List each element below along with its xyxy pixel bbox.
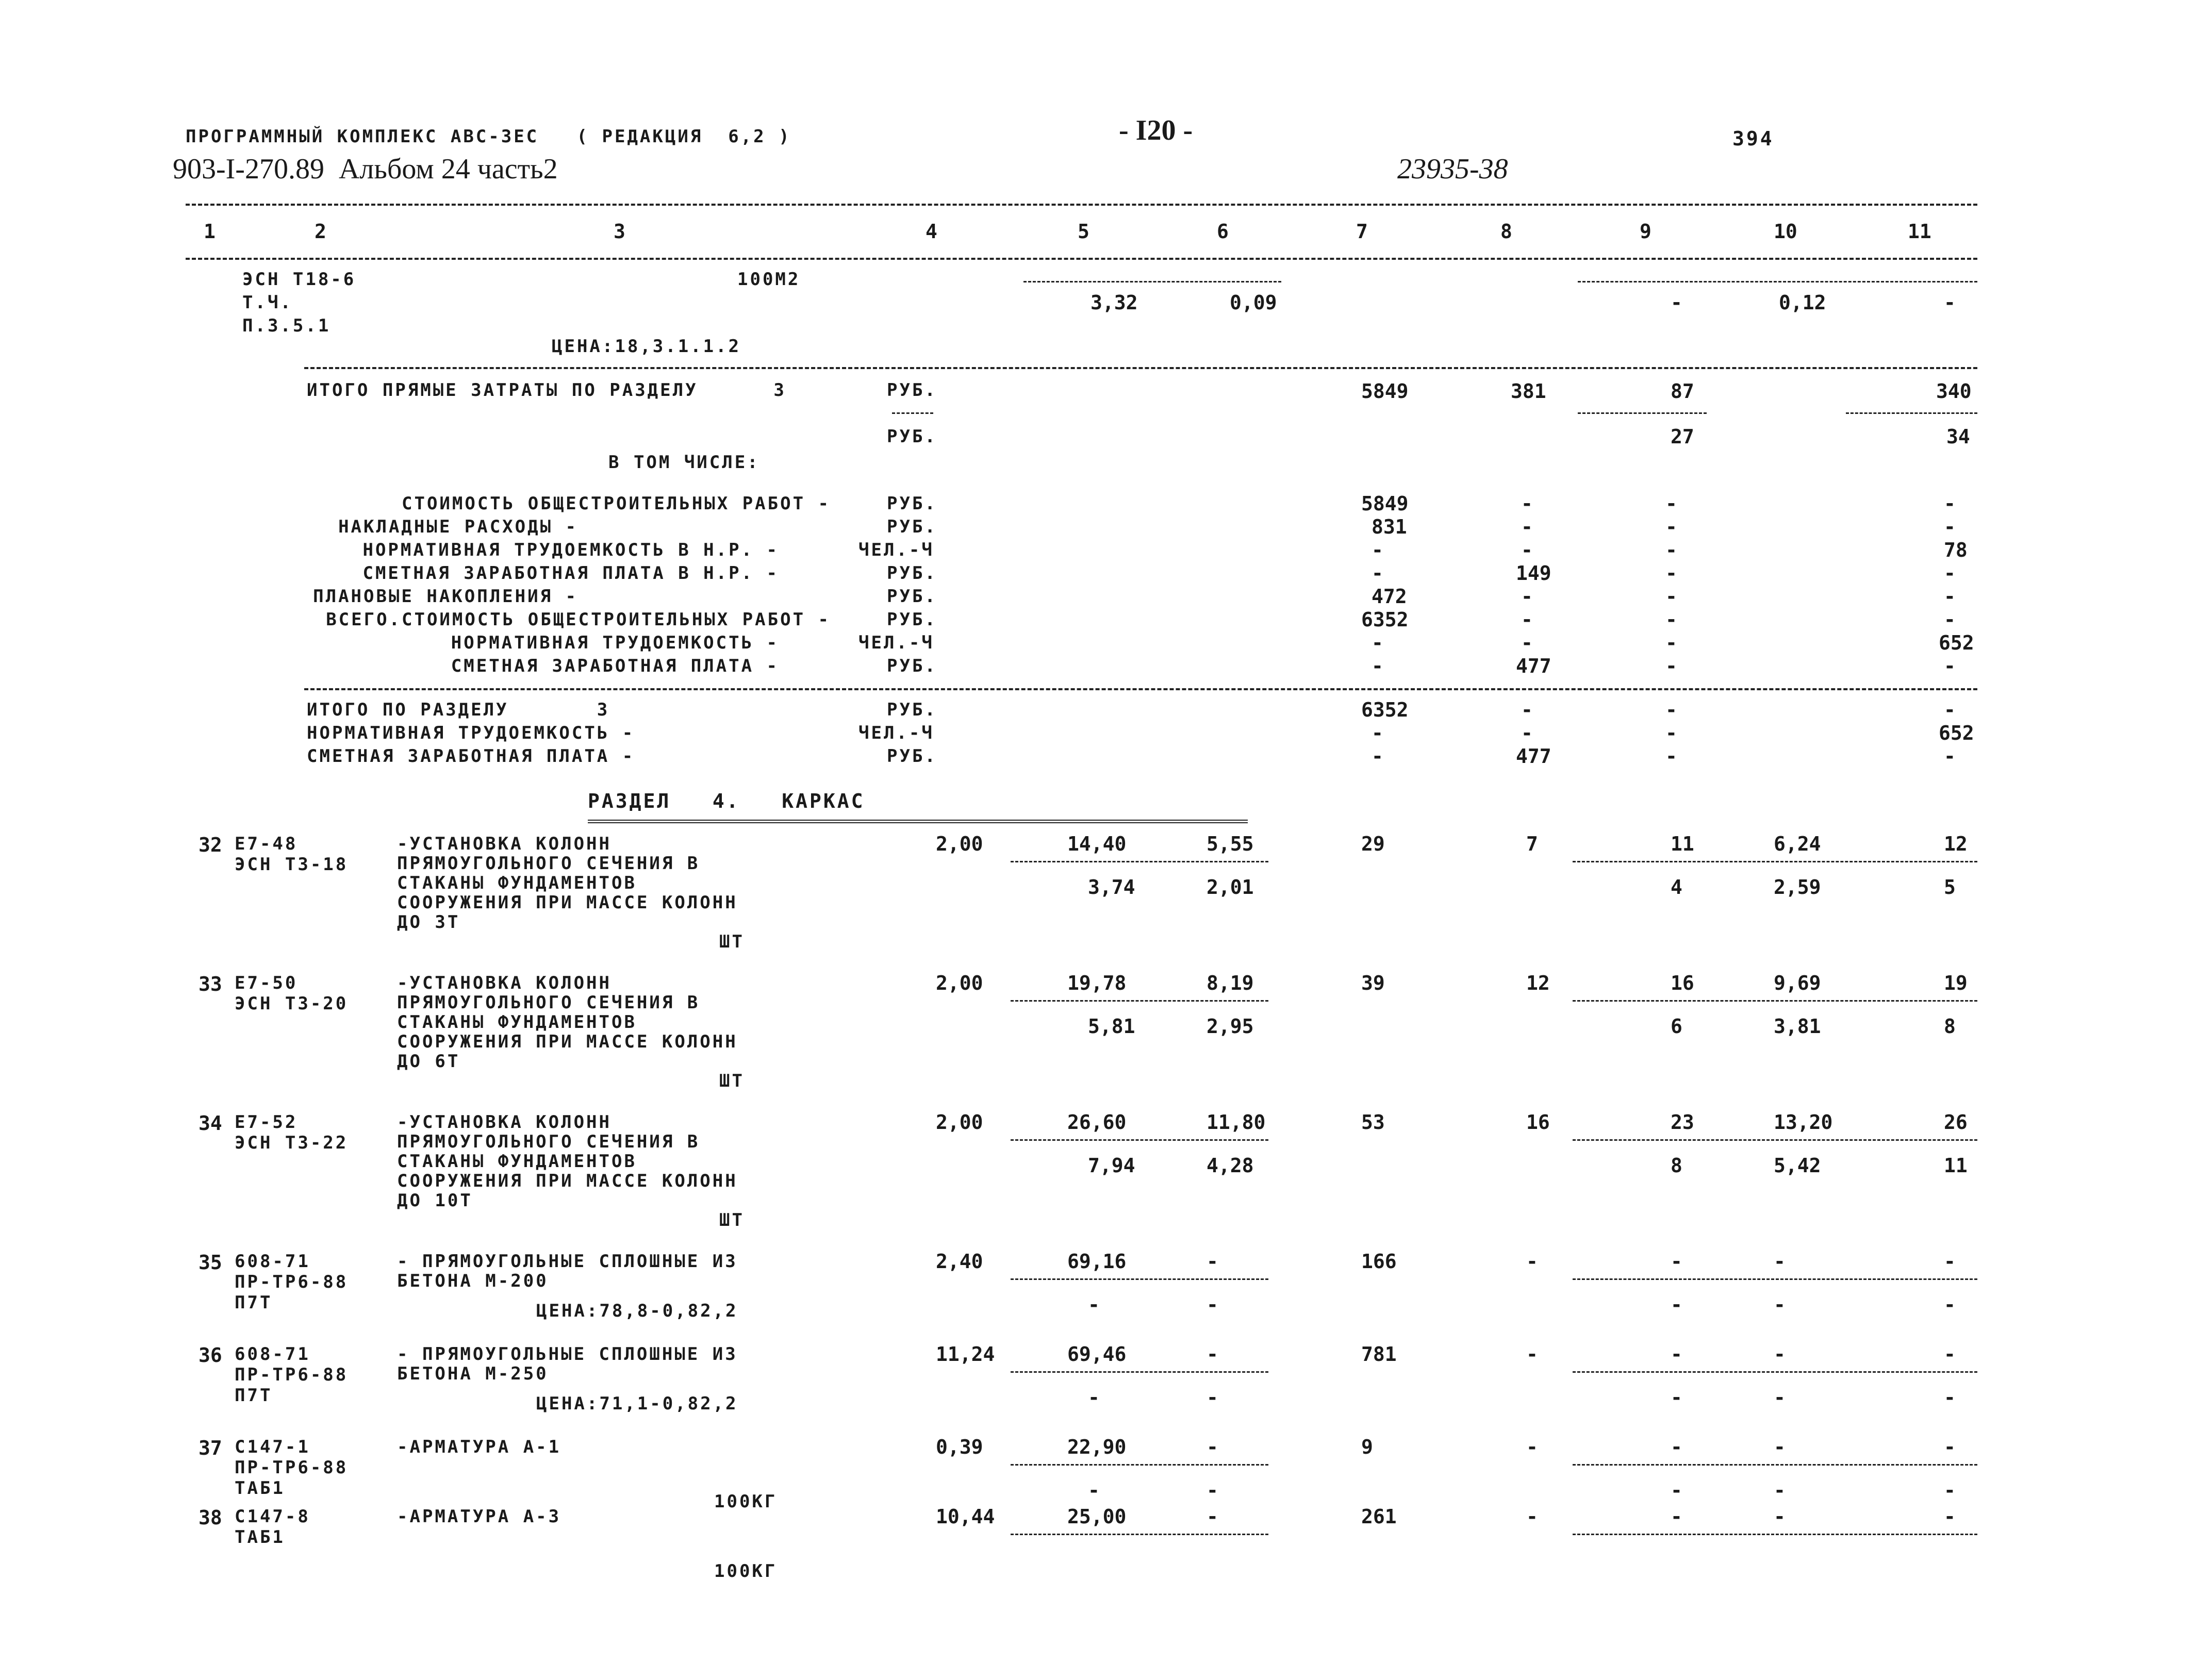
item-code: С147-1 xyxy=(235,1437,310,1457)
value: 2,59 xyxy=(1774,876,1821,899)
item-description: -АРМАТУРА А-3 xyxy=(397,1506,561,1527)
value: - xyxy=(1207,1386,1218,1409)
value: 19 xyxy=(1944,972,1968,994)
column-header: 2 xyxy=(315,220,326,243)
value: 8,19 xyxy=(1207,972,1254,994)
section-total-label: ИТОГО ПО РАЗДЕЛУ 3 xyxy=(307,700,610,720)
breakdown-label: ВСЕГО.СТОИМОСТЬ ОБЩЕСТРОИТЕЛЬНЫХ РАБОТ - xyxy=(326,609,831,630)
document-number: 23935-38 xyxy=(1397,153,1508,185)
value-divider xyxy=(1573,1000,1977,1002)
value: 69,16 xyxy=(1067,1250,1127,1273)
item-unit: ШТ xyxy=(719,1071,745,1091)
value: 2,01 xyxy=(1207,876,1254,899)
value: 8 xyxy=(1671,1154,1682,1177)
value: 22,90 xyxy=(1067,1436,1127,1458)
value: - xyxy=(1665,515,1677,538)
column-header: 9 xyxy=(1640,220,1651,243)
item-description: СООРУЖЕНИЯ ПРИ МАССЕ КОЛОНН xyxy=(397,1171,738,1191)
unit: РУБ. xyxy=(887,426,937,447)
value: - xyxy=(1521,722,1533,744)
item-unit: ШТ xyxy=(719,932,745,952)
breakdown-label: НОРМАТИВНАЯ ТРУДОЕМКОСТЬ В Н.Р. - xyxy=(362,540,779,560)
value: 87 xyxy=(1671,380,1694,403)
value: 19,78 xyxy=(1067,972,1127,994)
item-code: ПР-ТР6-88 xyxy=(235,1365,349,1385)
value: 11,24 xyxy=(936,1343,995,1366)
item-description: -АРМАТУРА А-1 xyxy=(397,1437,561,1457)
value: 25,00 xyxy=(1067,1505,1127,1528)
value: - xyxy=(1944,562,1956,585)
item-description: ДО 10Т xyxy=(397,1190,473,1211)
value: - xyxy=(1944,1293,1956,1316)
item-code: 608-71 xyxy=(235,1251,310,1272)
value: 0,39 xyxy=(936,1436,983,1458)
value: 11,80 xyxy=(1207,1111,1266,1134)
item-description: ДО 3Т xyxy=(397,912,460,933)
section-total-label: СМЕТНАЯ ЗАРАБОТНАЯ ПЛАТА - xyxy=(307,746,635,767)
value: - xyxy=(1944,1343,1956,1366)
unit: РУБ. xyxy=(887,380,937,401)
value: - xyxy=(1526,1436,1538,1458)
value: - xyxy=(1671,1479,1682,1502)
value: 5849 xyxy=(1361,380,1409,403)
value-divider xyxy=(1846,412,1977,414)
value: - xyxy=(1774,1250,1786,1273)
value: - xyxy=(1944,492,1956,515)
value: 14,40 xyxy=(1067,833,1127,855)
breakdown-label: СМЕТНАЯ ЗАРАБОТНАЯ ПЛАТА В Н.Р. - xyxy=(362,563,779,584)
value: 477 xyxy=(1516,655,1551,677)
value-divider xyxy=(1011,861,1268,862)
item-number: 33 xyxy=(199,973,222,995)
value: 78 xyxy=(1944,539,1968,561)
value: 381 xyxy=(1511,380,1546,403)
value: - xyxy=(1207,1343,1218,1366)
item-description: СООРУЖЕНИЯ ПРИ МАССЕ КОЛОНН xyxy=(397,892,738,913)
value: 831 xyxy=(1372,515,1407,538)
item-description: -УСТАНОВКА КОЛОНН xyxy=(397,973,612,993)
value: - xyxy=(1526,1250,1538,1273)
item-description: ПРЯМОУГОЛЬНОГО СЕЧЕНИЯ В xyxy=(397,992,700,1013)
value: 5,81 xyxy=(1088,1015,1135,1038)
value-divider xyxy=(1578,412,1707,414)
value-divider xyxy=(1011,1278,1268,1280)
breakdown-label: СМЕТНАЯ ЗАРАБОТНАЯ ПЛАТА - xyxy=(451,656,779,676)
price-reference: ЦЕНА:71,1-0,82,2 xyxy=(536,1393,738,1414)
value: 34 xyxy=(1946,425,1970,448)
value: 10,44 xyxy=(936,1505,995,1528)
item-number: 35 xyxy=(199,1251,222,1274)
value: - xyxy=(1671,1386,1682,1409)
section-rule xyxy=(304,688,1977,690)
item-code: П7Т xyxy=(235,1385,273,1406)
item-description: -УСТАНОВКА КОЛОНН xyxy=(397,1112,612,1133)
value: - xyxy=(1944,1386,1956,1409)
value: - xyxy=(1665,631,1677,654)
value: - xyxy=(1774,1479,1786,1502)
item-description: - ПРЯМОУГОЛЬНЫЕ СПЛОШНЫЕ ИЗ xyxy=(397,1344,738,1365)
value: - xyxy=(1665,585,1677,608)
value-divider xyxy=(1573,1278,1977,1280)
breakdown-label: НАКЛАДНЫЕ РАСХОДЫ - xyxy=(338,517,578,537)
value: 5,55 xyxy=(1207,833,1254,855)
value: 2,95 xyxy=(1207,1015,1254,1038)
column-header: 7 xyxy=(1356,220,1368,243)
item-code: ЭСН Т3-20 xyxy=(235,993,349,1014)
value: 6352 xyxy=(1361,608,1409,631)
value: 7,94 xyxy=(1088,1154,1135,1177)
value: - xyxy=(1521,515,1533,538)
value: - xyxy=(1774,1386,1786,1409)
value-divider xyxy=(1011,1534,1268,1535)
value: - xyxy=(1088,1386,1100,1409)
value: - xyxy=(1088,1479,1100,1502)
unit: РУБ. xyxy=(887,609,937,630)
column-header: 3 xyxy=(614,220,625,243)
item-description: ДО 6Т xyxy=(397,1051,460,1072)
value: - xyxy=(1774,1293,1786,1316)
value: 26 xyxy=(1944,1111,1968,1134)
value: 340 xyxy=(1936,380,1972,403)
value: - xyxy=(1671,1436,1682,1458)
table-top-rule xyxy=(186,204,1977,206)
price-reference: ЦЕНА:78,8-0,82,2 xyxy=(536,1301,738,1321)
value: 5 xyxy=(1944,876,1956,899)
value: 652 xyxy=(1939,722,1974,744)
item-number: 34 xyxy=(199,1112,222,1135)
section-rule xyxy=(304,367,1977,369)
value: - xyxy=(1671,1505,1682,1528)
value: 23 xyxy=(1671,1111,1694,1134)
value-divider xyxy=(1573,1371,1977,1373)
item-description: СТАКАНЫ ФУНДАМЕНТОВ xyxy=(397,1151,637,1172)
value: - xyxy=(1944,1505,1956,1528)
value: - xyxy=(1207,1436,1218,1458)
value: - xyxy=(1774,1436,1786,1458)
value: 6352 xyxy=(1361,698,1409,721)
value: - xyxy=(1207,1293,1218,1316)
value: - xyxy=(1207,1505,1218,1528)
value-divider xyxy=(892,412,933,414)
section-title-underline xyxy=(588,820,1248,823)
item-code: 608-71 xyxy=(235,1344,310,1365)
column-header: 5 xyxy=(1078,220,1089,243)
item-code: С147-8 xyxy=(235,1506,310,1527)
value: 9 xyxy=(1361,1436,1373,1458)
header-bottom-rule xyxy=(186,258,1977,260)
entry-code: ЭСН Т18-6 xyxy=(242,269,356,290)
value: - xyxy=(1665,492,1677,515)
value: - xyxy=(1665,608,1677,631)
column-header: 1 xyxy=(204,220,216,243)
section-total-label: НОРМАТИВНАЯ ТРУДОЕМКОСТЬ - xyxy=(307,723,635,743)
value: 261 xyxy=(1361,1505,1397,1528)
item-code: ПР-ТР6-88 xyxy=(235,1457,349,1478)
value: - xyxy=(1521,492,1533,515)
breakdown-label: НОРМАТИВНАЯ ТРУДОЕМКОСТЬ - xyxy=(451,633,779,653)
value: - xyxy=(1944,1436,1956,1458)
value: - xyxy=(1774,1343,1786,1366)
value: 6 xyxy=(1671,1015,1682,1038)
value-divider xyxy=(1573,1139,1977,1141)
value: 16 xyxy=(1671,972,1694,994)
value: 2,40 xyxy=(936,1250,983,1273)
value: 12 xyxy=(1944,833,1968,855)
program-header: ПРОГРАММНЫЙ КОМПЛЕКС АВС-ЗЕС ( РЕДАКЦИЯ 6,2 ) xyxy=(186,126,791,147)
value: - xyxy=(1944,608,1956,631)
item-description: - ПРЯМОУГОЛЬНЫЕ СПЛОШНЫЕ ИЗ xyxy=(397,1251,738,1272)
value: 149 xyxy=(1516,562,1551,585)
unit: РУБ. xyxy=(887,517,937,537)
value: - xyxy=(1665,722,1677,744)
unit: РУБ. xyxy=(887,586,937,607)
value: - xyxy=(1372,539,1383,561)
value-divider xyxy=(1011,1371,1268,1373)
value: 2,00 xyxy=(936,833,983,855)
item-number: 36 xyxy=(199,1344,222,1367)
value-divider xyxy=(1023,281,1281,282)
value: - xyxy=(1944,1479,1956,1502)
value-divider xyxy=(1573,1534,1977,1535)
value: 39 xyxy=(1361,972,1385,994)
breakdown-label: СТОИМОСТЬ ОБЩЕСТРОИТЕЛЬНЫХ РАБОТ - xyxy=(402,493,831,514)
value: - xyxy=(1665,655,1677,677)
unit: РУБ. xyxy=(887,493,937,514)
entry-code: П.3.5.1 xyxy=(242,315,331,336)
value: 9,69 xyxy=(1774,972,1821,994)
item-code: ТАБ1 xyxy=(235,1527,285,1548)
value-divider xyxy=(1011,1464,1268,1466)
item-code: ЭСН Т3-22 xyxy=(235,1133,349,1153)
value: 4,28 xyxy=(1207,1154,1254,1177)
column-header: 8 xyxy=(1500,220,1512,243)
value-divider xyxy=(1573,861,1977,862)
value: 53 xyxy=(1361,1111,1385,1134)
column-header: 4 xyxy=(926,220,937,243)
value: - xyxy=(1521,585,1533,608)
value-divider xyxy=(1573,1464,1977,1466)
value: 3,32 xyxy=(1091,291,1138,314)
value: - xyxy=(1671,1293,1682,1316)
price-reference: ЦЕНА:18,3.1.1.2 xyxy=(552,336,741,357)
page-number: - I20 - xyxy=(1119,114,1193,146)
item-code: Е7-48 xyxy=(235,834,298,854)
value: 27 xyxy=(1671,425,1694,448)
value: - xyxy=(1207,1250,1218,1273)
value: 472 xyxy=(1372,585,1407,608)
value: - xyxy=(1774,1505,1786,1528)
value: - xyxy=(1207,1479,1218,1502)
unit: РУБ. xyxy=(887,563,937,584)
unit: РУБ. xyxy=(887,700,937,720)
value: - xyxy=(1526,1505,1538,1528)
value: - xyxy=(1372,631,1383,654)
value: - xyxy=(1521,539,1533,561)
item-number: 32 xyxy=(199,834,222,856)
value: 477 xyxy=(1516,745,1551,768)
value: 13,20 xyxy=(1774,1111,1833,1134)
item-unit: 100КГ xyxy=(714,1491,778,1512)
value: - xyxy=(1521,608,1533,631)
item-unit: ШТ xyxy=(719,1210,745,1230)
section-total-label: ИТОГО ПРЯМЫЕ ЗАТРАТЫ ПО РАЗДЕЛУ 3 xyxy=(307,380,786,401)
item-number: 37 xyxy=(199,1437,222,1459)
value: - xyxy=(1671,1250,1682,1273)
breakdown-label: ПЛАНОВЫЕ НАКОПЛЕНИЯ - xyxy=(313,586,578,607)
value: - xyxy=(1944,1250,1956,1273)
value: - xyxy=(1665,539,1677,561)
item-description: БЕТОНА М-200 xyxy=(397,1271,549,1291)
item-description: СТАКАНЫ ФУНДАМЕНТОВ xyxy=(397,1012,637,1033)
value: 16 xyxy=(1526,1111,1550,1134)
value: 29 xyxy=(1361,833,1385,855)
sheet-number: 394 xyxy=(1732,127,1774,150)
including-caption: В ТОМ ЧИСЛЕ: xyxy=(608,452,760,473)
unit: РУБ. xyxy=(887,656,937,676)
value: 0,09 xyxy=(1230,291,1277,314)
value: 12 xyxy=(1526,972,1550,994)
item-code: П7Т xyxy=(235,1292,273,1313)
unit: ЧЕЛ.-Ч xyxy=(858,540,934,560)
value: 3,74 xyxy=(1088,876,1135,899)
value: 11 xyxy=(1671,833,1694,855)
column-header: 10 xyxy=(1774,220,1797,243)
value: 3,81 xyxy=(1774,1015,1821,1038)
value: 2,00 xyxy=(936,972,983,994)
value: 5,42 xyxy=(1774,1154,1821,1177)
project-number: 903-I-270.89 Альбом 24 часть2 xyxy=(173,153,558,185)
value: 652 xyxy=(1939,631,1974,654)
value: 7 xyxy=(1526,833,1538,855)
value: 26,60 xyxy=(1067,1111,1127,1134)
item-description: СООРУЖЕНИЯ ПРИ МАССЕ КОЛОНН xyxy=(397,1032,738,1052)
value: - xyxy=(1372,655,1383,677)
value: - xyxy=(1671,291,1682,314)
item-code: ЭСН Т3-18 xyxy=(235,854,349,875)
value: - xyxy=(1944,655,1956,677)
value: 11 xyxy=(1944,1154,1968,1177)
value: - xyxy=(1944,585,1956,608)
section-title: РАЗДЕЛ 4. КАРКАС xyxy=(588,790,865,812)
value: - xyxy=(1526,1343,1538,1366)
item-description: ПРЯМОУГОЛЬНОГО СЕЧЕНИЯ В xyxy=(397,1132,700,1152)
item-number: 38 xyxy=(199,1506,222,1529)
value: 166 xyxy=(1361,1250,1397,1273)
value: - xyxy=(1372,562,1383,585)
value: - xyxy=(1671,1343,1682,1366)
value: 6,24 xyxy=(1774,833,1821,855)
item-code: ПР-ТР6-88 xyxy=(235,1272,349,1292)
value: - xyxy=(1944,745,1956,768)
value-divider xyxy=(1011,1000,1268,1002)
value: 0,12 xyxy=(1779,291,1826,314)
value-divider xyxy=(1011,1139,1268,1141)
item-description: ПРЯМОУГОЛЬНОГО СЕЧЕНИЯ В xyxy=(397,853,700,874)
unit: ЧЕЛ.-Ч xyxy=(858,633,934,653)
item-description: СТАКАНЫ ФУНДАМЕНТОВ xyxy=(397,873,637,893)
entry-code: Т.Ч. xyxy=(242,292,293,313)
value: - xyxy=(1372,745,1383,768)
value: - xyxy=(1944,515,1956,538)
unit: РУБ. xyxy=(887,746,937,767)
value: - xyxy=(1372,722,1383,744)
unit: ЧЕЛ.-Ч xyxy=(858,723,934,743)
item-unit: 100КГ xyxy=(714,1561,778,1582)
value: 2,00 xyxy=(936,1111,983,1134)
value: 4 xyxy=(1671,876,1682,899)
entry-unit: 100М2 xyxy=(737,269,801,290)
value: 781 xyxy=(1361,1343,1397,1366)
value: 5849 xyxy=(1361,492,1409,515)
value: - xyxy=(1665,698,1677,721)
value: - xyxy=(1665,562,1677,585)
item-description: -УСТАНОВКА КОЛОНН xyxy=(397,834,612,854)
column-header: 6 xyxy=(1217,220,1229,243)
value: - xyxy=(1521,698,1533,721)
value: - xyxy=(1521,631,1533,654)
item-code: Е7-50 xyxy=(235,973,298,993)
value-divider xyxy=(1578,281,1977,282)
value: - xyxy=(1944,698,1956,721)
value: - xyxy=(1088,1293,1100,1316)
item-description: БЕТОНА М-250 xyxy=(397,1363,549,1384)
column-header: 11 xyxy=(1908,220,1931,243)
value: 8 xyxy=(1944,1015,1956,1038)
value: - xyxy=(1665,745,1677,768)
value: - xyxy=(1944,291,1956,314)
item-code: ТАБ1 xyxy=(235,1478,285,1499)
value: 69,46 xyxy=(1067,1343,1127,1366)
item-code: Е7-52 xyxy=(235,1112,298,1133)
